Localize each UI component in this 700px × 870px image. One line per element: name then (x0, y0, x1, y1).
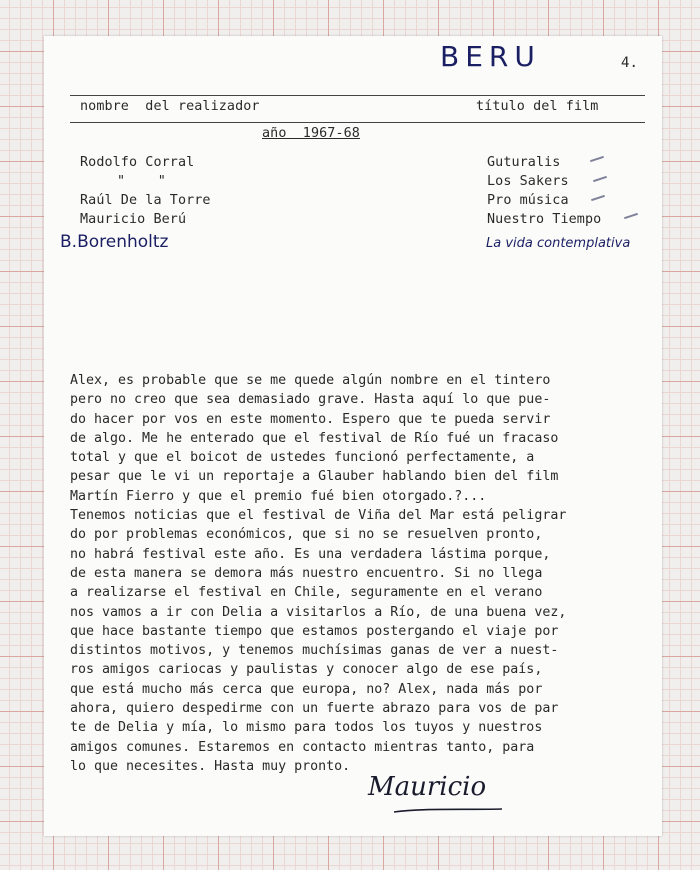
signature: Mauricio (368, 772, 487, 802)
handwritten-director: B.Borenholtz (60, 232, 169, 252)
letter-line: nos vamos a ir con Delia a visitarlos a Río, de una buena vez, (70, 604, 567, 620)
letter-line: de algo. Me he enterado que el festival de Río fué un fracaso (70, 430, 559, 446)
letter-line: lo que necesites. Hasta muy pronto. (70, 758, 351, 774)
film-row: Pro música (487, 193, 569, 208)
letter-line: de esta manera se demora más nuestro encuentro. Si no llega (70, 565, 543, 581)
letter-line: Martín Fierro y que el premio fué bien otorgado.?... (70, 488, 487, 504)
letter-line: no habrá festival este año. Es una verdadera lástima porque, (70, 546, 551, 562)
letter-line: ros amigos cariocas y paulistas y conocer algo de ese país, (70, 662, 543, 678)
letter-line: amigos comunes. Estaremos en contacto mientras tanto, para (70, 739, 535, 755)
letter-line: Alex, es probable que se me quede algún nombre en el tintero (70, 373, 551, 388)
letter-line: distintos motivos, y tenemos muchísimas ganas de ver a nuest- (70, 643, 559, 659)
column-header-director: nombre del realizador (80, 99, 260, 114)
letter-line: total y que el boicot de ustedes funcionó perfectamente, a (70, 450, 535, 466)
letter-line: a realizarse el festival en Chile, seguramente en el verano (70, 585, 543, 601)
letter-body (70, 371, 670, 776)
director-row: Rodolfo Corral (80, 155, 195, 170)
letter-line: que está mucho más cerca que europa, no? Alex, nada más por (70, 681, 543, 697)
letter-line: que hace bastante tiempo que estamos postergando el viaje por (70, 623, 559, 639)
letter-line: te de Delia y mía, lo mismo para todos los tuyos y nuestros (70, 720, 543, 736)
letter-line: pesar que le vi un reportaje a Glauber hablando bien del film (70, 469, 559, 485)
director-row: Mauricio Berú (80, 212, 187, 227)
handwritten-header: BERU (440, 40, 541, 73)
film-row: Nuestro Tiempo (487, 212, 602, 227)
director-row: " " (117, 174, 166, 189)
letter-line: ahora, quiero despedirme con un fuerte abrazo para vos de par (70, 701, 559, 717)
director-row: Raúl De la Torre (80, 193, 211, 208)
year-heading: año 1967-68 (262, 126, 360, 141)
letter-line: do por problemas económicos, que si no se resuelven pronto, (70, 527, 543, 543)
handwritten-film: La vida contemplativa (486, 236, 631, 251)
table-header-rule (70, 122, 645, 123)
letter-line: pero no creo que sea demasiado grave. Hasta aquí lo que pue- (70, 392, 551, 408)
column-header-film: título del film (476, 99, 599, 114)
signature-underline (392, 806, 504, 816)
table-top-rule (70, 95, 645, 96)
film-row: Guturalis (487, 155, 561, 170)
page-number: 4. (621, 55, 639, 71)
film-row: Los Sakers (487, 174, 569, 189)
letter-line: Tenemos noticias que el festival de Viña del Mar está peligrar (70, 508, 567, 524)
letter-line: do hacer por vos en este momento. Espero que te pueda servir (70, 411, 551, 427)
